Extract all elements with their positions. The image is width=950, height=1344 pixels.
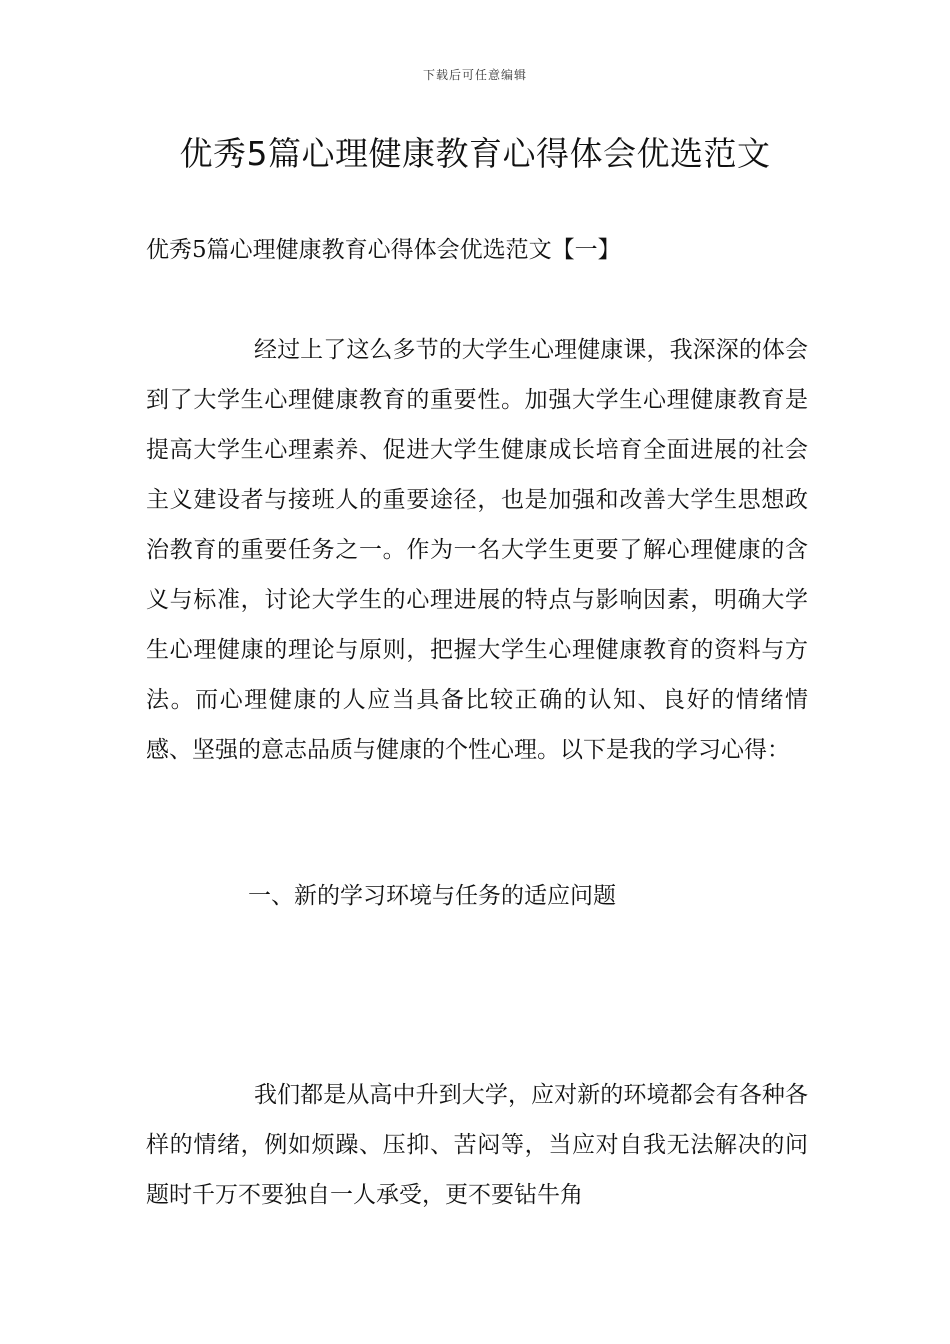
body-paragraph-2: 我们都是从高中升到大学，应对新的环境都会有各种各样的情绪，例如烦躁、压抑、苦闷等，当应对自我无法解决的问题时千万不要独自一人承受，更不要钻牛角 [146, 1082, 808, 1208]
subheading-1: 一、新的学习环境与任务的适应问题 [248, 883, 616, 909]
section-title: 优秀5篇心理健康教育心得体会优选范文【一】 [146, 237, 621, 263]
download-note: 下载后可任意编辑 [422, 68, 527, 82]
document-title: 优秀5篇心理健康教育心得体会优选范文 [179, 134, 771, 173]
body-paragraph-1: 经过上了这么多节的大学生心理健康课，我深深的体会到了大学生心理健康教育的重要性。加强大学生心理健康教育是提高大学生心理素养、促进大学生健康成长培育全面进展的社会主义建设者与接班人的重要途径，也是加强和改善大学生思想政治教育的重要任务之一。作为一名大学生更要了解心理健康的含义与标准，讨论大学生的心理进展的特点与影响因素，明确大学生心理健康的理论与原则，把握大学生心理健康教育的资料与方法。而心理健康的人应当具备比较正确的认知、良好的情绪情感、坚强的意志品质与健康的个性心理。以下是我的学习心得： [146, 337, 808, 763]
